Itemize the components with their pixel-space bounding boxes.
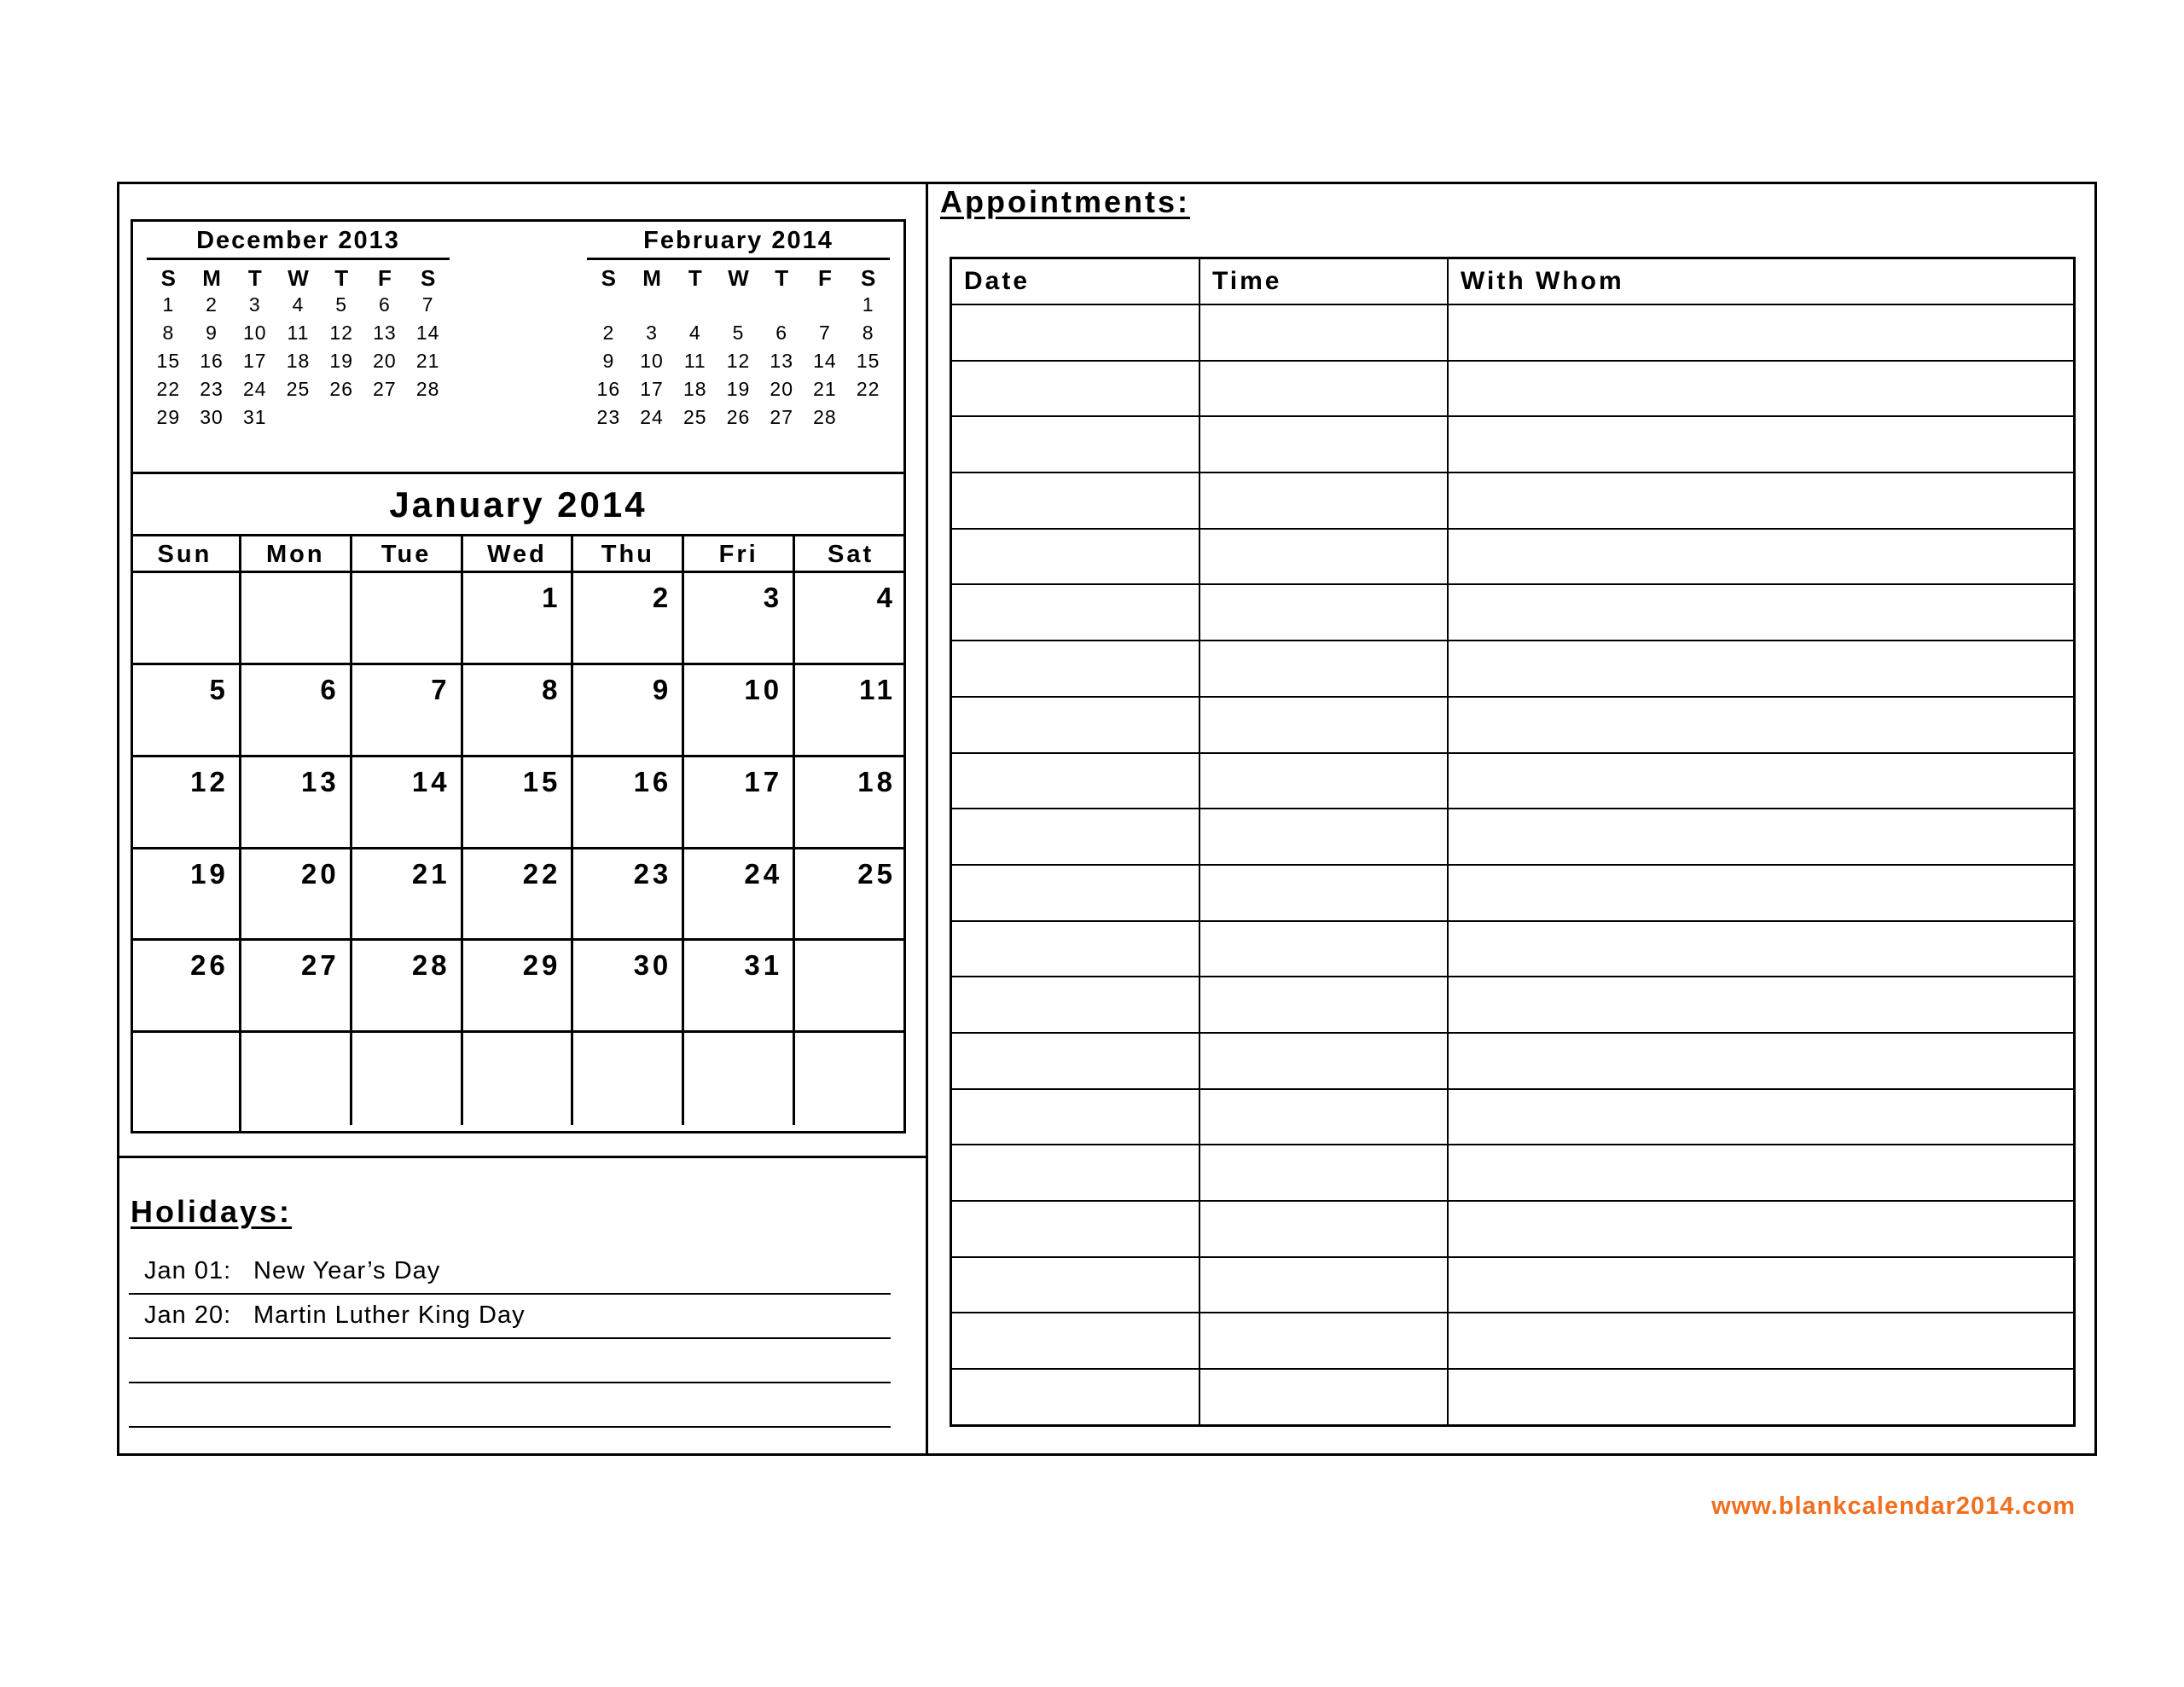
appointment-date-cell[interactable] <box>951 641 1200 697</box>
mini-day: 22 <box>856 378 880 400</box>
mini-day-name: M <box>202 265 221 291</box>
appointment-date-cell[interactable] <box>951 1033 1200 1089</box>
appointment-row <box>951 865 2075 921</box>
appointment-date-cell[interactable] <box>951 977 1200 1033</box>
appointment-time-cell[interactable] <box>1199 753 1448 809</box>
holiday-name: Martin Luther King Day <box>253 1301 526 1329</box>
mini-day <box>276 403 320 432</box>
appointment-date-cell[interactable] <box>951 1369 1200 1425</box>
day-cell[interactable]: 4 <box>795 573 906 665</box>
day-cell[interactable] <box>573 1033 684 1125</box>
holiday-line <box>129 1337 891 1339</box>
day-cell[interactable]: 18 <box>795 757 906 849</box>
appointment-time-cell[interactable] <box>1199 641 1448 697</box>
appointment-row <box>951 921 2075 977</box>
mini-day <box>406 403 450 432</box>
mini-day: 13 <box>770 350 793 372</box>
appointment-row <box>951 753 2075 809</box>
mini-day: 4 <box>688 322 701 344</box>
appointment-date-cell[interactable] <box>951 809 1200 865</box>
appointment-with-whom-cell[interactable] <box>1448 361 2075 417</box>
appointment-time-cell[interactable] <box>1199 1257 1448 1313</box>
day-cell[interactable] <box>795 941 906 1033</box>
mini-day: 31 <box>242 406 267 428</box>
appointment-time-cell[interactable] <box>1199 1145 1448 1201</box>
day-cell[interactable] <box>795 1033 906 1125</box>
appointment-date-cell[interactable] <box>951 1201 1200 1257</box>
mini-day <box>804 291 847 319</box>
mini-day-name: W <box>728 265 749 291</box>
mini-day: 23 <box>596 406 621 428</box>
day-cell[interactable]: 24 <box>684 849 795 942</box>
appointment-with-whom-cell[interactable] <box>1448 416 2075 472</box>
mini-day-name: T <box>247 265 262 291</box>
mini-day: 24 <box>242 378 267 400</box>
appointment-time-cell[interactable] <box>1199 921 1448 977</box>
weekday-header: Sat <box>795 536 906 573</box>
column-header-with-whom: With Whom <box>1448 258 2075 305</box>
mini-day: 10 <box>242 322 267 344</box>
mini-day: 12 <box>329 322 353 344</box>
weekday-header: Tue <box>352 536 463 573</box>
appointment-time-cell[interactable] <box>1199 865 1448 921</box>
appointment-date-cell[interactable] <box>951 921 1200 977</box>
day-cell[interactable]: 19 <box>131 849 241 942</box>
appointment-time-cell[interactable] <box>1199 1033 1448 1089</box>
day-cell[interactable]: 31 <box>684 941 795 1033</box>
main-calendar-grid <box>131 534 906 1133</box>
appointment-row <box>951 416 2075 472</box>
mini-day <box>320 403 363 432</box>
appointment-row <box>951 641 2075 697</box>
mini-day <box>717 291 760 319</box>
mini-day <box>846 403 890 432</box>
mini-day: 28 <box>415 378 440 400</box>
mini-calendar-grid <box>147 260 450 432</box>
appointment-time-cell[interactable] <box>1199 1313 1448 1369</box>
mini-day <box>363 403 407 432</box>
mini-day-name: F <box>377 265 392 291</box>
column-header-date: Date <box>951 258 1200 305</box>
mini-day-name: T <box>775 265 789 291</box>
mini-day <box>630 291 674 319</box>
appointment-date-cell[interactable] <box>951 472 1200 529</box>
day-cell[interactable]: 26 <box>131 941 241 1033</box>
mini-calendar-december <box>147 223 450 432</box>
appointment-with-whom-cell[interactable] <box>1448 753 2075 809</box>
mini-day: 21 <box>813 378 837 400</box>
day-cell[interactable]: 29 <box>463 941 574 1033</box>
mini-day: 16 <box>596 378 621 400</box>
appointment-with-whom-cell[interactable] <box>1448 1257 2075 1313</box>
appointments-header-row <box>951 258 2075 305</box>
day-cell[interactable]: 2 <box>573 573 684 665</box>
appointment-date-cell[interactable] <box>951 1313 1200 1369</box>
mini-calendar-grid <box>587 260 890 432</box>
appointment-time-cell[interactable] <box>1199 809 1448 865</box>
mini-day-name: T <box>688 265 702 291</box>
appointment-with-whom-cell[interactable] <box>1448 584 2075 641</box>
mini-day: 4 <box>292 293 305 316</box>
mini-day: 21 <box>415 350 440 372</box>
mini-day-name: S <box>160 265 177 291</box>
mini-day: 14 <box>813 350 837 372</box>
appointment-row <box>951 1369 2075 1425</box>
appointments-title: Appointments: <box>940 184 1190 219</box>
appointment-date-cell[interactable] <box>951 697 1200 753</box>
appointment-with-whom-cell[interactable] <box>1448 1369 2075 1425</box>
appointment-date-cell[interactable] <box>951 865 1200 921</box>
appointments-table <box>950 257 2076 1427</box>
mini-day: 5 <box>335 293 348 316</box>
day-cell[interactable]: 6 <box>241 665 352 757</box>
column-header-time: Time <box>1199 258 1448 305</box>
day-cell[interactable] <box>131 1125 241 1133</box>
weekday-header: Thu <box>573 536 684 573</box>
mini-day-name: F <box>817 265 832 291</box>
mini-day: 25 <box>682 406 707 428</box>
appointment-row <box>951 361 2075 417</box>
mini-day-name: S <box>860 265 876 291</box>
holiday-line <box>129 1293 891 1295</box>
appointment-time-cell[interactable] <box>1199 304 1448 361</box>
mini-day-name: S <box>420 265 436 291</box>
day-cell[interactable] <box>131 1033 241 1125</box>
mini-calendar-title: February 2014 <box>587 223 890 260</box>
mini-day: 15 <box>156 350 181 372</box>
appointment-with-whom-cell[interactable] <box>1448 472 2075 529</box>
appointment-date-cell[interactable] <box>951 1257 1200 1313</box>
mini-day: 24 <box>640 406 664 428</box>
appointment-with-whom-cell[interactable] <box>1448 1201 2075 1257</box>
mini-day: 1 <box>862 293 874 316</box>
appointment-date-cell[interactable] <box>951 361 1200 417</box>
mini-day: 9 <box>602 350 615 372</box>
appointment-with-whom-cell[interactable] <box>1448 921 2075 977</box>
appointment-date-cell[interactable] <box>951 584 1200 641</box>
mini-day: 8 <box>162 322 175 344</box>
day-cell[interactable]: 13 <box>241 757 352 849</box>
mini-day: 20 <box>770 378 793 400</box>
appointment-date-cell[interactable] <box>951 1145 1200 1201</box>
appointment-date-cell[interactable] <box>951 416 1200 472</box>
appointment-with-whom-cell[interactable] <box>1448 1089 2075 1145</box>
mini-calendar-title: December 2013 <box>147 223 450 260</box>
mini-calendar-february <box>587 223 890 432</box>
weekday-header: Mon <box>241 536 352 573</box>
appointment-time-cell[interactable] <box>1199 1201 1448 1257</box>
mini-day: 26 <box>726 406 751 428</box>
appointment-row <box>951 1313 2075 1369</box>
mini-day: 6 <box>775 322 788 344</box>
mini-day: 19 <box>329 350 353 372</box>
mini-day: 3 <box>248 293 261 316</box>
mini-day: 22 <box>156 378 181 400</box>
mini-day: 2 <box>602 322 615 344</box>
appointment-time-cell[interactable] <box>1199 416 1448 472</box>
holiday-line <box>129 1382 891 1383</box>
mini-day-name: M <box>642 265 661 291</box>
day-cell[interactable]: 12 <box>131 757 241 849</box>
day-cell[interactable]: 8 <box>463 665 574 757</box>
mini-day: 11 <box>683 350 706 372</box>
appointment-date-cell[interactable] <box>951 529 1200 585</box>
appointment-row <box>951 529 2075 585</box>
mini-day: 6 <box>379 293 391 316</box>
mini-day: 18 <box>286 350 311 372</box>
appointment-row <box>951 1089 2075 1145</box>
mini-day-name: W <box>288 265 309 291</box>
mini-day: 8 <box>862 322 874 344</box>
mini-day: 26 <box>329 378 353 400</box>
day-cell[interactable]: 27 <box>241 941 352 1033</box>
mini-day: 14 <box>415 322 440 344</box>
mini-day: 27 <box>373 378 397 400</box>
mini-day: 7 <box>819 322 831 344</box>
mini-day: 3 <box>646 322 658 344</box>
day-cell[interactable]: 30 <box>573 941 684 1033</box>
appointment-with-whom-cell[interactable] <box>1448 641 2075 697</box>
vertical-divider <box>926 182 928 1456</box>
mini-day: 11 <box>287 322 310 344</box>
holiday-date: Jan 20: <box>144 1301 232 1329</box>
mini-day: 20 <box>373 350 397 372</box>
mini-day: 10 <box>640 350 664 372</box>
mini-day: 13 <box>373 322 397 344</box>
mini-day: 12 <box>726 350 751 372</box>
holiday-name: New Year’s Day <box>253 1257 441 1284</box>
mini-day: 30 <box>200 406 224 428</box>
appointment-time-cell[interactable] <box>1199 1089 1448 1145</box>
appointment-with-whom-cell[interactable] <box>1448 809 2075 865</box>
mini-day: 1 <box>162 293 175 316</box>
day-cell[interactable]: 1 <box>463 573 574 665</box>
mini-day: 17 <box>242 350 267 372</box>
day-cell[interactable] <box>684 1033 795 1125</box>
day-cell[interactable]: 22 <box>463 849 574 942</box>
appointment-time-cell[interactable] <box>1199 361 1448 417</box>
day-cell[interactable]: 9 <box>573 665 684 757</box>
day-cell[interactable]: 17 <box>684 757 795 849</box>
day-cell[interactable]: 10 <box>684 665 795 757</box>
appointment-with-whom-cell[interactable] <box>1448 529 2075 585</box>
holiday-item <box>144 1301 526 1330</box>
mini-day: 28 <box>813 406 837 428</box>
weekday-header: Fri <box>684 536 795 573</box>
day-cell[interactable]: 28 <box>352 941 463 1033</box>
appointment-row <box>951 697 2075 753</box>
holiday-line <box>129 1426 891 1428</box>
appointment-time-cell[interactable] <box>1199 472 1448 529</box>
day-cell[interactable] <box>241 1033 352 1125</box>
mini-day: 16 <box>200 350 224 372</box>
holiday-item <box>144 1257 440 1285</box>
mini-day-name: T <box>334 265 349 291</box>
mini-day <box>587 291 630 319</box>
day-cell[interactable]: 23 <box>573 849 684 942</box>
appointment-date-cell[interactable] <box>951 304 1200 361</box>
appointment-with-whom-cell[interactable] <box>1448 697 2075 753</box>
day-cell[interactable]: 11 <box>795 665 906 757</box>
appointment-date-cell[interactable] <box>951 753 1200 809</box>
appointment-row <box>951 472 2075 529</box>
day-cell[interactable] <box>241 573 352 665</box>
appointment-time-cell[interactable] <box>1199 697 1448 753</box>
mini-day: 2 <box>206 293 218 316</box>
appointment-row <box>951 304 2075 361</box>
appointment-with-whom-cell[interactable] <box>1448 1145 2075 1201</box>
mini-day <box>760 291 804 319</box>
appointment-with-whom-cell[interactable] <box>1448 977 2075 1033</box>
appointment-with-whom-cell[interactable] <box>1448 304 2075 361</box>
day-cell[interactable] <box>463 1033 574 1125</box>
mini-day: 27 <box>770 406 793 428</box>
appointment-row <box>951 977 2075 1033</box>
day-cell[interactable]: 14 <box>352 757 463 849</box>
day-cell[interactable] <box>352 1033 463 1125</box>
appointment-row <box>951 1201 2075 1257</box>
appointment-date-cell[interactable] <box>951 1089 1200 1145</box>
mini-day: 9 <box>206 322 218 344</box>
appointment-row <box>951 584 2075 641</box>
mini-day: 18 <box>682 378 707 400</box>
mini-day-name: S <box>601 265 617 291</box>
mini-day <box>673 291 717 319</box>
appointment-time-cell[interactable] <box>1199 1369 1448 1425</box>
mini-day: 5 <box>732 322 745 344</box>
day-cell[interactable]: 20 <box>241 849 352 942</box>
appointment-with-whom-cell[interactable] <box>1448 1313 2075 1369</box>
footer-url[interactable]: www.blankcalendar2014.com <box>1711 1493 2076 1520</box>
day-cell[interactable]: 5 <box>131 665 241 757</box>
appointment-with-whom-cell[interactable] <box>1448 1033 2075 1089</box>
appointment-row <box>951 809 2075 865</box>
holiday-date: Jan 01: <box>144 1257 232 1284</box>
weekday-header: Sun <box>131 536 241 573</box>
day-cell[interactable]: 25 <box>795 849 906 942</box>
day-cell[interactable] <box>352 573 463 665</box>
mini-day: 23 <box>200 378 224 400</box>
appointment-time-cell[interactable] <box>1199 977 1448 1033</box>
mini-day: 19 <box>726 378 751 400</box>
appointment-with-whom-cell[interactable] <box>1448 865 2075 921</box>
mini-day: 7 <box>421 293 434 316</box>
holidays-divider <box>117 1156 927 1158</box>
appointment-time-cell[interactable] <box>1199 529 1448 585</box>
day-cell[interactable]: 21 <box>352 849 463 942</box>
appointment-row <box>951 1257 2075 1313</box>
holidays-title: Holidays: <box>131 1194 293 1229</box>
mini-day: 17 <box>640 378 664 400</box>
day-cell[interactable] <box>131 573 241 665</box>
appointment-row <box>951 1033 2075 1089</box>
day-cell[interactable]: 7 <box>352 665 463 757</box>
appointment-row <box>951 1145 2075 1201</box>
day-cell[interactable]: 15 <box>463 757 574 849</box>
main-title-divider <box>131 472 906 474</box>
mini-day: 15 <box>856 350 880 372</box>
day-cell[interactable]: 16 <box>573 757 684 849</box>
day-cell[interactable]: 3 <box>684 573 795 665</box>
weekday-header: Wed <box>463 536 574 573</box>
mini-day: 29 <box>156 406 181 428</box>
main-calendar-title: January 2014 <box>389 484 648 525</box>
mini-day: 25 <box>286 378 311 400</box>
appointment-time-cell[interactable] <box>1199 584 1448 641</box>
